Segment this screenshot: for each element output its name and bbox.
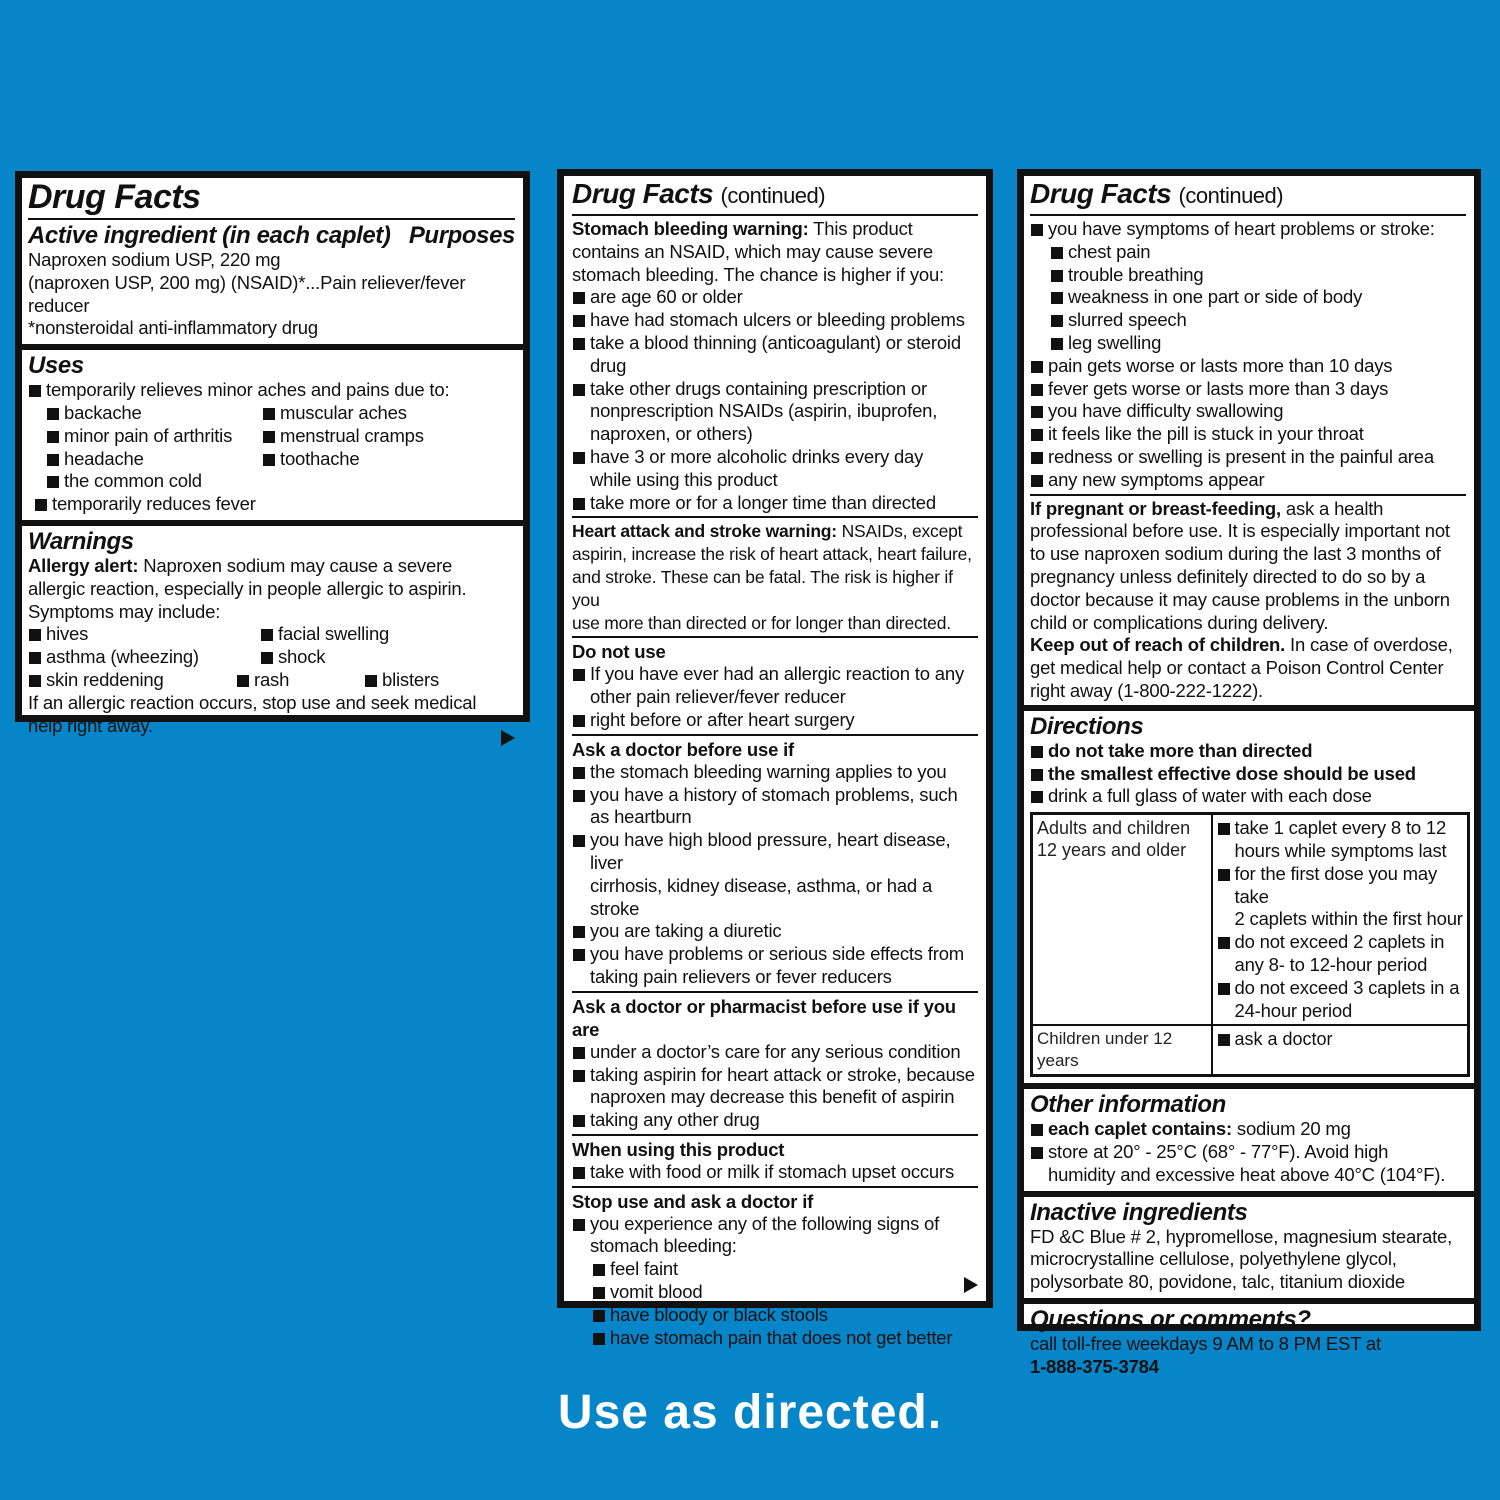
- drug-facts-panel-2: [560, 172, 990, 1348]
- ask-doctor-item: as heartburn: [590, 806, 692, 828]
- dosage-age-child: Children under 12 years: [1032, 1025, 1212, 1076]
- heart-symptom-item: trouble breathing: [1050, 264, 1466, 287]
- symptoms-intro: Symptoms may include:: [28, 600, 221, 622]
- ask-pharmacist-item: naproxen may decrease this benefit of aspirin: [590, 1086, 955, 1108]
- use-item: minor pain of arthritis: [46, 425, 262, 448]
- stop-intro: you experience any of the following signs of: [572, 1213, 978, 1236]
- dosage-item: do not exceed 2 caplets in: [1217, 931, 1464, 954]
- stomach-item: naproxen, or others): [590, 423, 753, 445]
- ask-pharmacist-list: [572, 1041, 978, 1132]
- dosage-table: [1030, 812, 1470, 1077]
- stomach-item: have had stomach ulcers or bleeding problems: [572, 309, 978, 332]
- dosage-item: hours while symptoms last: [1234, 839, 1447, 861]
- pregnancy-text: professional before use. It is especially important not: [1030, 520, 1450, 542]
- stop-use-item: feel faint: [592, 1258, 978, 1281]
- direction-item: the smallest effective dose should be used: [1030, 763, 1466, 786]
- other-info-storage: store at 20° - 25°C (68° - 77°F). Avoid high: [1030, 1141, 1466, 1164]
- stop-intro: stomach bleeding:: [590, 1235, 737, 1257]
- tagline: Use as directed.: [557, 1386, 943, 1439]
- when-using-list: [572, 1161, 978, 1184]
- stop-use-item: any new symptoms appear: [1030, 469, 1466, 492]
- questions-title: Questions or comments?: [1030, 1306, 1311, 1334]
- stop-use-item: fever gets worse or lasts more than 3 days: [1030, 378, 1466, 401]
- ask-pharmacist-item: taking aspirin for heart attack or stroke, because: [572, 1064, 978, 1087]
- stomach-item: nonprescription NSAIDs (aspirin, ibuprofen,: [590, 400, 938, 422]
- allergy-text: allergic reaction, especially in people allergic to aspirin.: [28, 577, 467, 599]
- uses-list: [28, 402, 515, 493]
- symptom: hives: [28, 623, 260, 646]
- dosage-item: do not exceed 3 caplets in a: [1217, 977, 1464, 1000]
- ask-pharmacist-item: under a doctor’s care for any serious condition: [572, 1041, 978, 1064]
- active-ingredient-header: Active ingredient (in each caplet): [28, 222, 391, 249]
- direction-item: drink a full glass of water with each dose: [1030, 785, 1466, 808]
- heart-text: and stroke. These can be fatal. The risk is higher if you: [572, 566, 953, 610]
- ask-doctor-list: [572, 761, 978, 989]
- do-not-use-item: If you have ever had an allergic reaction to any: [572, 663, 978, 686]
- heart-symptoms-list: [1030, 241, 1466, 355]
- heart-symptom-item: chest pain: [1050, 241, 1466, 264]
- inactive-ingredients-text: microcrystalline cellulose, polyethylene glycol,: [1030, 1248, 1397, 1270]
- ask-pharmacist-title: Ask a doctor or pharmacist before use if you are: [572, 995, 956, 1040]
- ask-pharmacist-item: taking any other drug: [572, 1109, 978, 1132]
- symptom: asthma (wheezing): [28, 646, 260, 669]
- stop-use-item: it feels like the pill is stuck in your throat: [1030, 423, 1466, 446]
- pregnancy-warning: If pregnant or breast-feeding, ask a health: [1030, 497, 1384, 519]
- allergy-alert: Allergy alert: Naproxen sodium may cause a severe: [28, 554, 453, 576]
- panel-title: Drug Facts (continued): [572, 178, 826, 209]
- symptom: blisters: [364, 669, 515, 692]
- ask-doctor-item: you have high blood pressure, heart disease, liver: [572, 829, 978, 875]
- keep-out-warning: Keep out of reach of children. In case of overdose,: [1030, 634, 1453, 656]
- active-line: Naproxen sodium USP, 220 mg: [28, 249, 281, 270]
- panel-title: Drug Facts: [28, 178, 201, 216]
- use-item: muscular aches: [262, 402, 515, 425]
- when-using-title: When using this product: [572, 1138, 785, 1160]
- stop-use-title: Stop use and ask a doctor if: [572, 1190, 814, 1212]
- dosage-item: take 1 caplet every 8 to 12: [1217, 817, 1464, 840]
- stop-use-item: have stomach pain that does not get better: [592, 1327, 978, 1350]
- symptom: skin reddening: [28, 669, 236, 692]
- continue-arrow-icon: [964, 1277, 978, 1293]
- ask-doctor-item: the stomach bleeding warning applies to you: [572, 761, 978, 784]
- use-item: menstrual cramps: [262, 425, 515, 448]
- heart-symptom-item: slurred speech: [1050, 309, 1466, 332]
- symptom: facial swelling: [260, 623, 515, 646]
- active-line: (naproxen USP, 200 mg) (NSAID)*...Pain reliever/fever reducer: [28, 271, 466, 316]
- keep-out-text: right away (1-800-222-1222).: [1030, 679, 1263, 701]
- stomach-text: stomach bleeding. The chance is higher if you:: [572, 263, 944, 285]
- when-using-item: take with food or milk if stomach upset occurs: [572, 1161, 978, 1184]
- do-not-use-list: [572, 663, 978, 731]
- heart-text: use more than directed or for longer than directed.: [572, 612, 951, 633]
- uses-title: Uses: [28, 352, 84, 380]
- inactive-ingredients-title: Inactive ingredients: [1030, 1198, 1248, 1226]
- heart-symptom-item: leg swelling: [1050, 332, 1466, 355]
- stomach-text: contains an NSAID, which may cause severe: [572, 240, 933, 262]
- dosage-adult: [1212, 814, 1469, 1026]
- inactive-ingredients-text: FD &C Blue # 2, hypromellose, magnesium stearate,: [1030, 1225, 1453, 1247]
- pregnancy-text: pregnancy unless definitely directed to do so by a: [1030, 565, 1426, 587]
- allergy-end: help right away.: [28, 714, 153, 736]
- uses-intro: temporarily relieves minor aches and pains due to:: [28, 379, 515, 402]
- stop-use-list: [572, 1258, 978, 1349]
- heart-symptom-item: weakness in one part or side of body: [1050, 286, 1466, 309]
- stop-use-item: vomit blood: [592, 1281, 978, 1304]
- warnings-title: Warnings: [28, 527, 134, 555]
- ask-doctor-item: you have a history of stomach problems, such: [572, 784, 978, 807]
- use-item: backache: [46, 402, 262, 425]
- active-footnote: *nonsteroidal anti-inflammatory drug: [28, 317, 318, 339]
- do-not-use-title: Do not use: [572, 641, 666, 663]
- stomach-item: take other drugs containing prescription or: [572, 378, 978, 401]
- stop-use-item: pain gets worse or lasts more than 10 days: [1030, 355, 1466, 378]
- stomach-item: while using this product: [590, 468, 778, 490]
- dosage-item: any 8- to 12-hour period: [1234, 953, 1428, 975]
- stomach-list: [572, 286, 978, 514]
- other-info-title: Other information: [1030, 1091, 1226, 1119]
- stomach-item: take a blood thinning (anticoagulant) or steroid drug: [572, 332, 978, 378]
- use-item: toothache: [262, 448, 515, 471]
- pregnancy-text: to use naproxen sodium during the last 3 months of: [1030, 543, 1441, 565]
- symptom: shock: [260, 646, 515, 669]
- dosage-child: ask a doctor: [1212, 1025, 1469, 1076]
- other-info-storage: humidity and excessive heat above 40°C (104°F).: [1048, 1163, 1446, 1185]
- ask-doctor-item: taking pain relievers or fever reducers: [590, 965, 892, 987]
- stomach-item: take more or for a longer time than directed: [572, 492, 978, 515]
- continue-arrow-icon: [501, 730, 515, 746]
- dosage-item: 2 caplets within the first hour: [1234, 908, 1463, 930]
- symptom: rash: [236, 669, 364, 692]
- stop-use-item: have bloody or black stools: [592, 1304, 978, 1327]
- questions-text: call toll-free weekdays 9 AM to 8 PM EST at: [1030, 1333, 1381, 1355]
- ask-doctor-title: Ask a doctor before use if: [572, 738, 794, 760]
- directions-title: Directions: [1030, 712, 1144, 740]
- do-not-use-item: other pain reliever/fever reducer: [590, 686, 846, 708]
- heart-text: aspirin, increase the risk of heart attack, heart failure,: [572, 544, 972, 565]
- use-item: the common cold: [46, 470, 262, 493]
- uses-fever: temporarily reduces fever: [34, 493, 515, 516]
- keep-out-text: get medical help or contact a Poison Control Center: [1030, 657, 1444, 679]
- stop-use-more-list: [1030, 355, 1466, 492]
- heart-warning: Heart attack and stroke warning: NSAIDs, except: [572, 521, 963, 542]
- inactive-ingredients-text: polysorbate 80, povidone, talc, titanium dioxide: [1030, 1271, 1406, 1293]
- panel-title: Drug Facts (continued): [1030, 178, 1284, 209]
- pregnancy-text: child or complications during delivery.: [1030, 611, 1329, 633]
- ask-doctor-item: cirrhosis, kidney disease, asthma, or had a stroke: [590, 874, 933, 919]
- stop-use-item: redness or swelling is present in the painful area: [1030, 446, 1466, 469]
- direction-item: do not take more than directed: [1030, 740, 1466, 763]
- pregnancy-text: doctor because it may cause problems in the unborn: [1030, 588, 1450, 610]
- stomach-item: are age 60 or older: [572, 286, 978, 309]
- stomach-warning: Stomach bleeding warning: This product: [572, 218, 913, 239]
- heart-symptoms-intro: you have symptoms of heart problems or stroke:: [1030, 218, 1466, 241]
- dosage-age-adult: Adults and children 12 years and older: [1032, 814, 1212, 1026]
- stomach-item: have 3 or more alcoholic drinks every day: [572, 446, 978, 469]
- other-info-sodium: each caplet contains: sodium 20 mg: [1030, 1118, 1466, 1141]
- use-item: headache: [46, 448, 262, 471]
- drug-facts-panel-3: [1020, 172, 1478, 1377]
- drug-facts-panel-1: [18, 174, 527, 736]
- phone-number[interactable]: 1-888-375-3784: [1030, 1355, 1159, 1377]
- ask-doctor-item: you are taking a diuretic: [572, 920, 978, 943]
- allergy-end: If an allergic reaction occurs, stop use and seek medical: [28, 691, 477, 713]
- dosage-item: for the first dose you may take: [1217, 863, 1464, 909]
- ask-doctor-item: you have problems or serious side effects from: [572, 943, 978, 966]
- dosage-item: 24-hour period: [1234, 999, 1353, 1021]
- do-not-use-item: right before or after heart surgery: [572, 709, 978, 732]
- purposes-header: Purposes: [408, 222, 515, 249]
- stop-use-item: you have difficulty swallowing: [1030, 400, 1466, 423]
